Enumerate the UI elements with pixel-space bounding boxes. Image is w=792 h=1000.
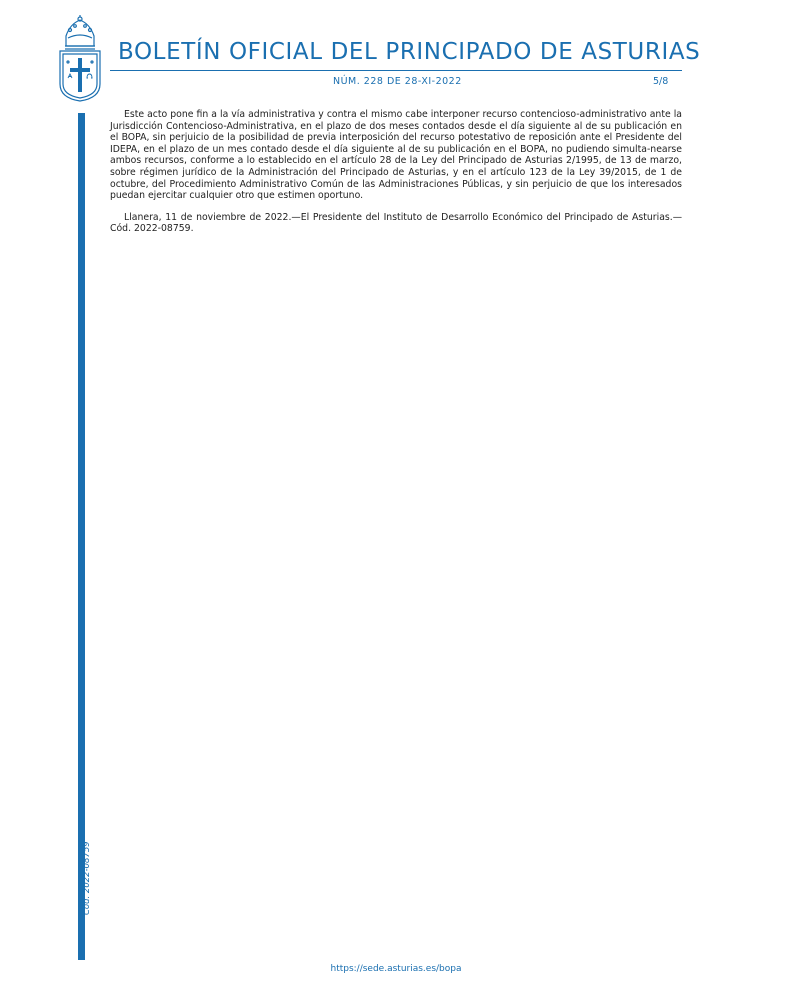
body-paragraph: Este acto pone fin a la vía administrativa y contra el mismo cabe interponer recurso contencioso-administrativo ante la Jurisdicción Contencioso-Administrativa, en el plazo de dos meses contados desde el día siguiente al de su publicación en el BOPA, sin perjuicio de la posibilidad de previa interposición del recurso potestativo de reposición ante el Presidente del IDEPA, en el plazo de un mes contado desde el día siguiente al de su publicación en el BOPA, no pudiendo simulta-nearse ambos recursos, conforme a lo establecido en el artículo 28 de la Ley del Principado de Asturias 2/1995, de 13 de marzo, sobre régimen jurídico de la Administración del Principado de Asturias, y en el artículo 123 de la Ley 39/2015, de 1 de octubre, del Procedimiento Administrativo Común de las Administraciones Públicas, y sin perjuicio de que los interesados puedan ejercitar cualquier otro que estimen oportuno. (110, 109, 682, 202)
signature-paragraph: Llanera, 11 de noviembre de 2022.—El Presidente del Instituto de Desarrollo Económico del Principado de Asturias.—Cód. 2022-08759. (110, 211, 682, 235)
document-body (110, 109, 682, 245)
asturias-coat-of-arms-icon (56, 14, 104, 102)
side-document-code: Cód. 2022-08759 (82, 841, 92, 915)
issue-number: NÚM. 228 DE 28-XI-2022 (333, 76, 462, 87)
page-number: 5/8 (653, 76, 669, 87)
footer-url-link[interactable]: https://sede.asturias.es/bopa (330, 964, 462, 974)
header-divider (110, 70, 682, 71)
bulletin-title: BOLETÍN OFICIAL DEL PRINCIPADO DE ASTURIAS (118, 39, 701, 65)
side-bar (78, 113, 85, 960)
